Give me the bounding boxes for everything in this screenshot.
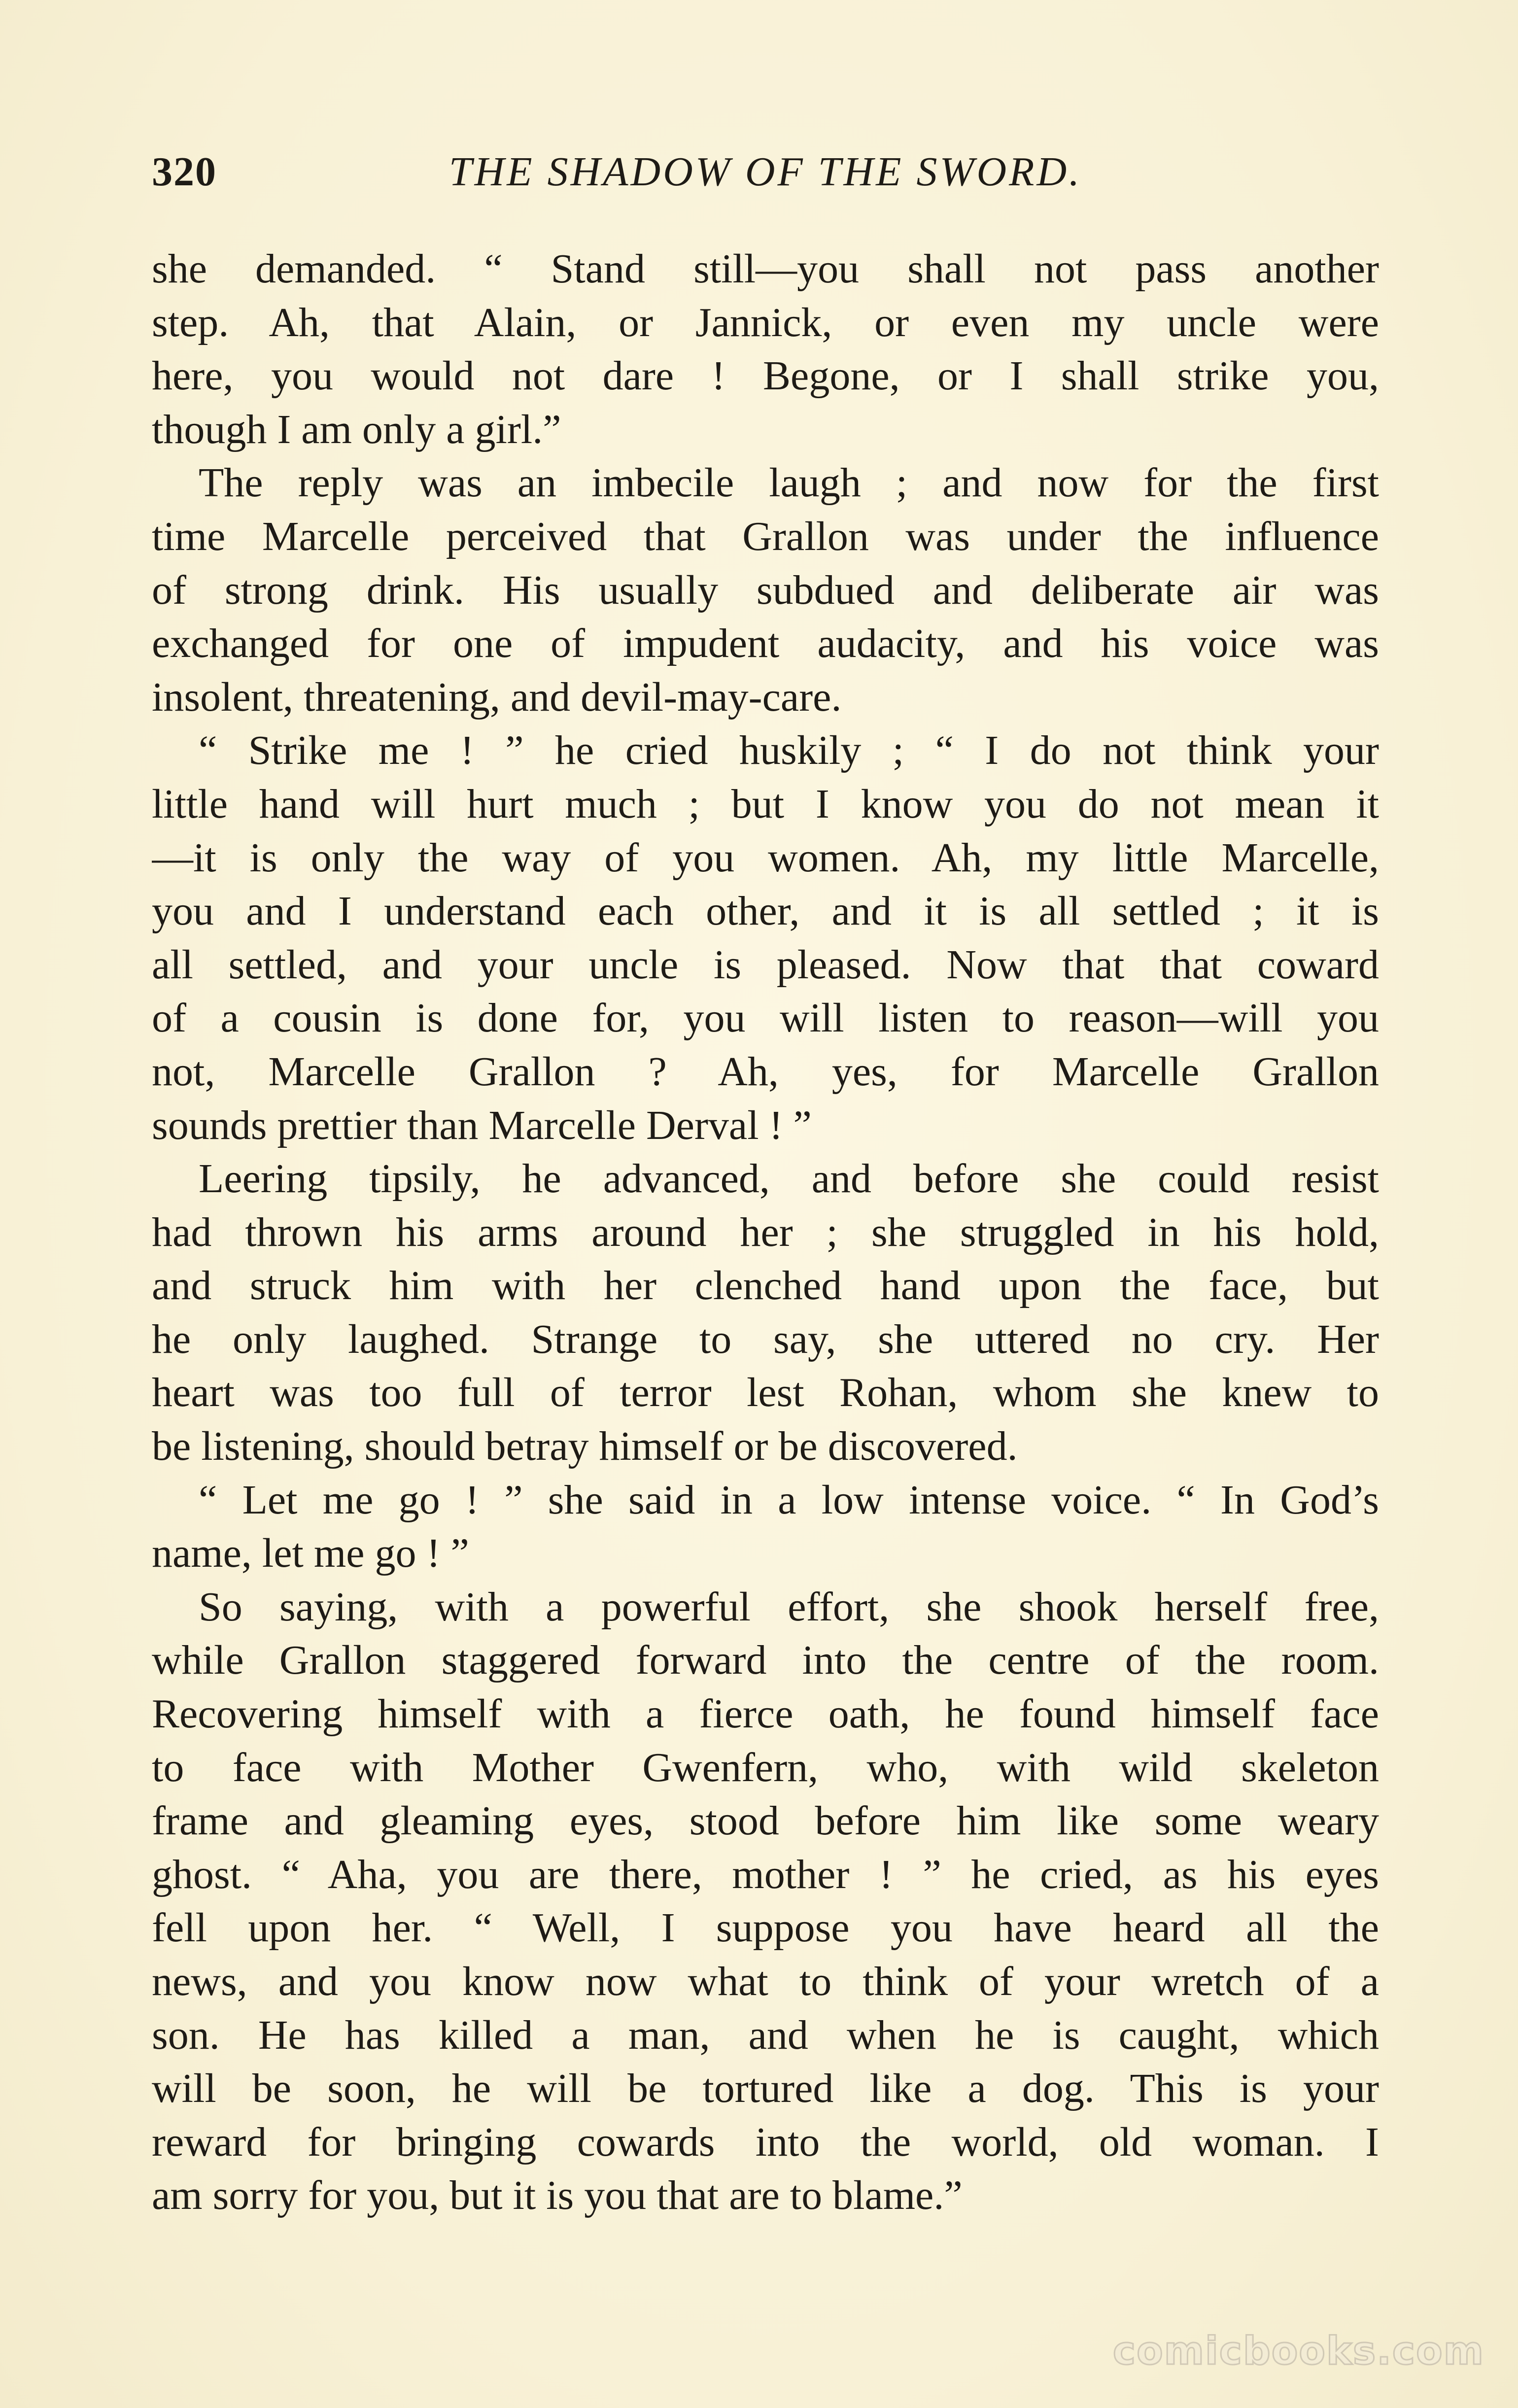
text-line: all settled, and your uncle is pleased. Now that that coward	[152, 941, 1379, 988]
text-line: while Grallon staggered forward into the centre of the room.	[152, 1637, 1379, 1684]
text-line: Recovering himself with a fierce oath, he found himself face	[152, 1691, 1379, 1737]
page-header	[152, 143, 1379, 202]
text-line: frame and gleaming eyes, stood before him like some weary	[152, 1798, 1379, 1844]
text-line: heart was too full of terror lest Rohan, whom she knew to	[152, 1370, 1379, 1416]
text-line: name, let me go ! ”	[152, 1530, 469, 1577]
text-line: insolent, threatening, and devil-may-care.	[152, 674, 842, 720]
text-line: sounds prettier than Marcelle Derval ! ”	[152, 1102, 812, 1148]
text-line: of a cousin is done for, you will listen to reason—will you	[152, 995, 1379, 1041]
text-line: reward for bringing cowards into the world, old woman. I	[152, 2119, 1379, 2165]
text-line: ghost. “ Aha, you are there, mother ! ” he cried, as his eyes	[152, 1851, 1379, 1897]
running-title: THE SHADOW OF THE SWORD.	[448, 149, 1082, 195]
text-line: news, and you know now what to think of your wretch of a	[152, 1959, 1379, 2004]
text-line: step. Ah, that Alain, or Jannick, or even my uncle were	[152, 299, 1379, 345]
text-line: be listening, should betray himself or be discovered.	[152, 1423, 1018, 1470]
text-line: So saying, with a powerful effort, she shook herself free,	[199, 1583, 1379, 1630]
text-line: not, Marcelle Grallon ? Ah, yes, for Marcelle Grallon	[152, 1048, 1379, 1095]
text-line: here, you would not dare ! Begone, or I shall strike you,	[152, 353, 1379, 399]
text-line: time Marcelle perceived that Grallon was under the influence	[152, 513, 1379, 559]
text-line: am sorry for you, but it is you that are to blame.”	[152, 2172, 963, 2219]
text-line: had thrown his arms around her ; she struggled in his hold,	[152, 1209, 1379, 1255]
text-line: “ Strike me ! ” he cried huskily ; “ I do not think your	[199, 727, 1379, 774]
text-line: of strong drink. His usually subdued and deliberate air was	[152, 567, 1379, 613]
text-line: and struck him with her clenched hand upon the face, but	[152, 1263, 1379, 1309]
text-line: will be soon, he will be tortured like a dog. This is your	[152, 2065, 1379, 2112]
text-line: The reply was an imbecile laugh ; and now for the first	[199, 460, 1379, 506]
text-line: little hand will hurt much ; but I know you do not mean it	[152, 781, 1379, 827]
page-number: 320	[152, 149, 217, 195]
text-line: exchanged for one of impudent audacity, and his voice was	[152, 620, 1379, 667]
text-line: —it is only the way of you women. Ah, my little Marcelle,	[152, 834, 1379, 881]
text-line: to face with Mother Gwenfern, who, with wild skeleton	[152, 1744, 1379, 1790]
text-line: she demanded. “ Stand still—you shall not pass another	[152, 246, 1379, 292]
watermark-logo: comicbooks.com	[1112, 2329, 1484, 2374]
text-line: though I am only a girl.”	[152, 406, 561, 452]
body-text	[152, 242, 1379, 2223]
text-line: son. He has killed a man, and when he is caught, which	[152, 2012, 1379, 2058]
text-line: he only laughed. Strange to say, she uttered no cry. Her	[152, 1316, 1379, 1362]
text-line: Leering tipsily, he advanced, and before she could resist	[199, 1156, 1379, 1202]
text-line: “ Let me go ! ” she said in a low intense voice. “ In God’s	[199, 1477, 1379, 1523]
text-line: fell upon her. “ Well, I suppose you have heard all the	[152, 1905, 1379, 1951]
text-line: you and I understand each other, and it is all settled ; it is	[152, 888, 1379, 934]
